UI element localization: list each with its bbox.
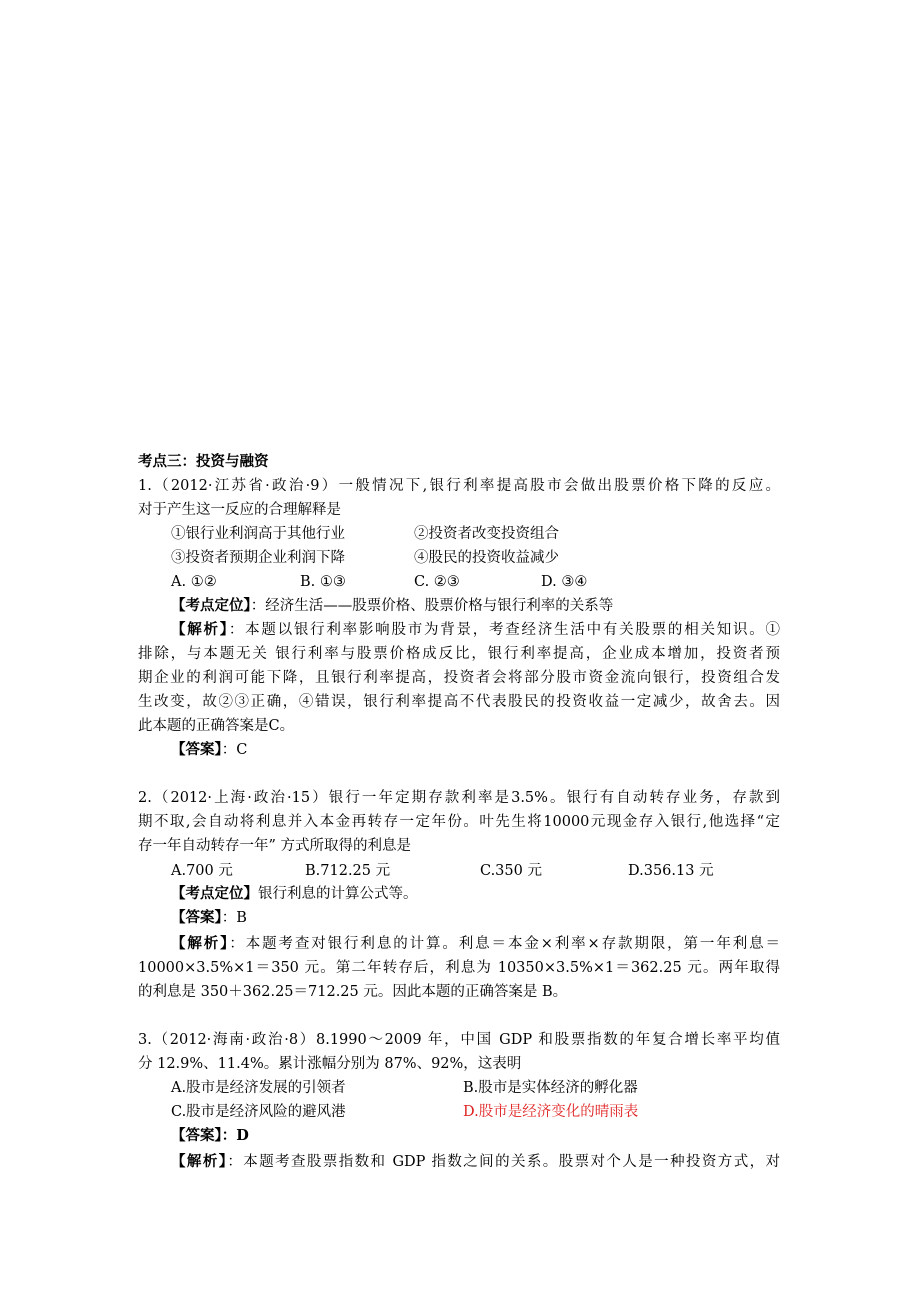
q2-focus-label: 【考点定位】 (171, 885, 258, 902)
q3-stem-line2: 分 12.9%、11.4%。累计涨幅分别为 87%、92%，这表明 (138, 1056, 522, 1072)
q1-statement-3: ③投资者预期企业利润下降 (171, 550, 345, 566)
section-title: 考点三：投资与融资 (138, 454, 269, 470)
q1-option-c: C. ②③ (414, 574, 460, 590)
q2-answer-text: ：B (221, 910, 247, 926)
q2-analysis-line3: 的利息是 350＋362.25＝712.25 元。因此本题的正确答案是 B。 (138, 984, 568, 1000)
q1-statement-4: ④股民的投资收益减少 (414, 550, 559, 566)
q2-option-d: D.356.13 元 (628, 863, 714, 879)
q1-analysis-text1: ：本题以银行利率影响股市为背景，考查经济生活中有关股票的相关知识。① (228, 622, 781, 638)
q1-option-b: B. ①③ (300, 574, 346, 590)
q3-option-b: B.股市是实体经济的孵化器 (463, 1080, 638, 1096)
q3-option-d: D.股市是经济变化的晴雨表 (463, 1104, 639, 1120)
q2-analysis-line1 (171, 934, 780, 954)
q1-analysis-line1 (171, 620, 780, 640)
q3-analysis-text1: ：本题考查股票指数和 GDP 指数之间的关系。股票对个人是一种投资方式，对 (227, 1154, 781, 1170)
q3-stem-line1: 3.（2012·海南·政治·8）8.1990～2009 年，中国 GDP 和股票指数的年复合增长率平均值 (138, 1032, 780, 1048)
q3-answer (171, 1126, 249, 1146)
q3-analysis-line1 (171, 1152, 780, 1172)
q3-answer-text: ：D (221, 1127, 249, 1144)
q2-analysis-label: 【解析】 (171, 935, 230, 952)
q3-analysis-label: 【解析】 (171, 1153, 228, 1170)
q1-focus (171, 596, 613, 616)
q2-option-b: B.712.25 元 (305, 863, 391, 879)
q1-answer (171, 740, 247, 760)
q2-stem-line3: 存一年自动转存一年” 方式所取得的利息是 (138, 838, 412, 854)
q1-analysis-line4: 生改变，故②③正确，④错误，银行利率提高不代表股民的投资收益一定减少，故舍去。因 (138, 694, 780, 710)
q2-answer-label: 【答案】 (171, 909, 222, 926)
q1-option-a: A. ①② (171, 574, 217, 590)
q1-statement-1: ①银行业利润高于其他行业 (171, 526, 345, 542)
q2-analysis-line2: 10000×3.5%×1＝350 元。第二年转存后，利息为 10350×3.5%×1＝362.25 元。两年取得 (138, 960, 780, 976)
q1-analysis-line5: 此本题的正确答案是C。 (138, 718, 295, 734)
q2-focus-text: 银行利息的计算公式等。 (258, 886, 418, 902)
q2-option-c: C.350 元 (480, 863, 542, 879)
q1-answer-label: 【答案】 (171, 741, 222, 758)
q1-analysis-line3: 期企业的利润可能下降，且银行利率提高，投资者会将部分股市资金流向银行，投资组合发 (138, 670, 780, 686)
q2-analysis-text1: ：本题考查对银行利息的计算。利息＝本金×利率×存款期限，第一年利息＝ (229, 936, 780, 952)
q1-analysis-label: 【解析】 (171, 621, 229, 638)
q1-analysis-line2: 排除，与本题无关 银行利率与股票价格成反比，银行利率提高，企业成本增加，投资者预 (138, 646, 780, 662)
q1-answer-text: ：C (221, 742, 248, 758)
q3-option-c: C.股市是经济风险的避风港 (171, 1104, 346, 1120)
q2-stem-line1: 2.（2012·上海·政治·15）银行一年定期存款利率是3.5%。银行有自动转存业务，存款到 (138, 790, 780, 806)
q2-focus (171, 884, 418, 904)
q3-option-a: A.股市是经济发展的引领者 (171, 1080, 346, 1096)
q2-option-a: A.700 元 (171, 863, 233, 879)
q1-stem-line2: 对于产生这一反应的合理解释是 (138, 502, 341, 518)
q3-answer-label: 【答案】 (171, 1127, 222, 1144)
q2-stem-line2: 期不取,会自动将利息并入本金再转存一定年份。叶先生将10000元现金存入银行,他选择“定 (138, 814, 780, 830)
q1-statement-2: ②投资者改变投资组合 (414, 526, 559, 542)
q2-answer (171, 908, 247, 928)
q1-stem-line1: 1.（2012·江苏省·政治·9）一般情况下,银行利率提高股市会做出股票价格下降的反应。 (138, 478, 780, 494)
q1-option-d: D. ③④ (541, 574, 588, 590)
q1-focus-text: ：经济生活——股票价格、股票价格与银行利率的关系等 (250, 598, 614, 614)
q1-focus-label: 【考点定位】 (171, 597, 251, 614)
